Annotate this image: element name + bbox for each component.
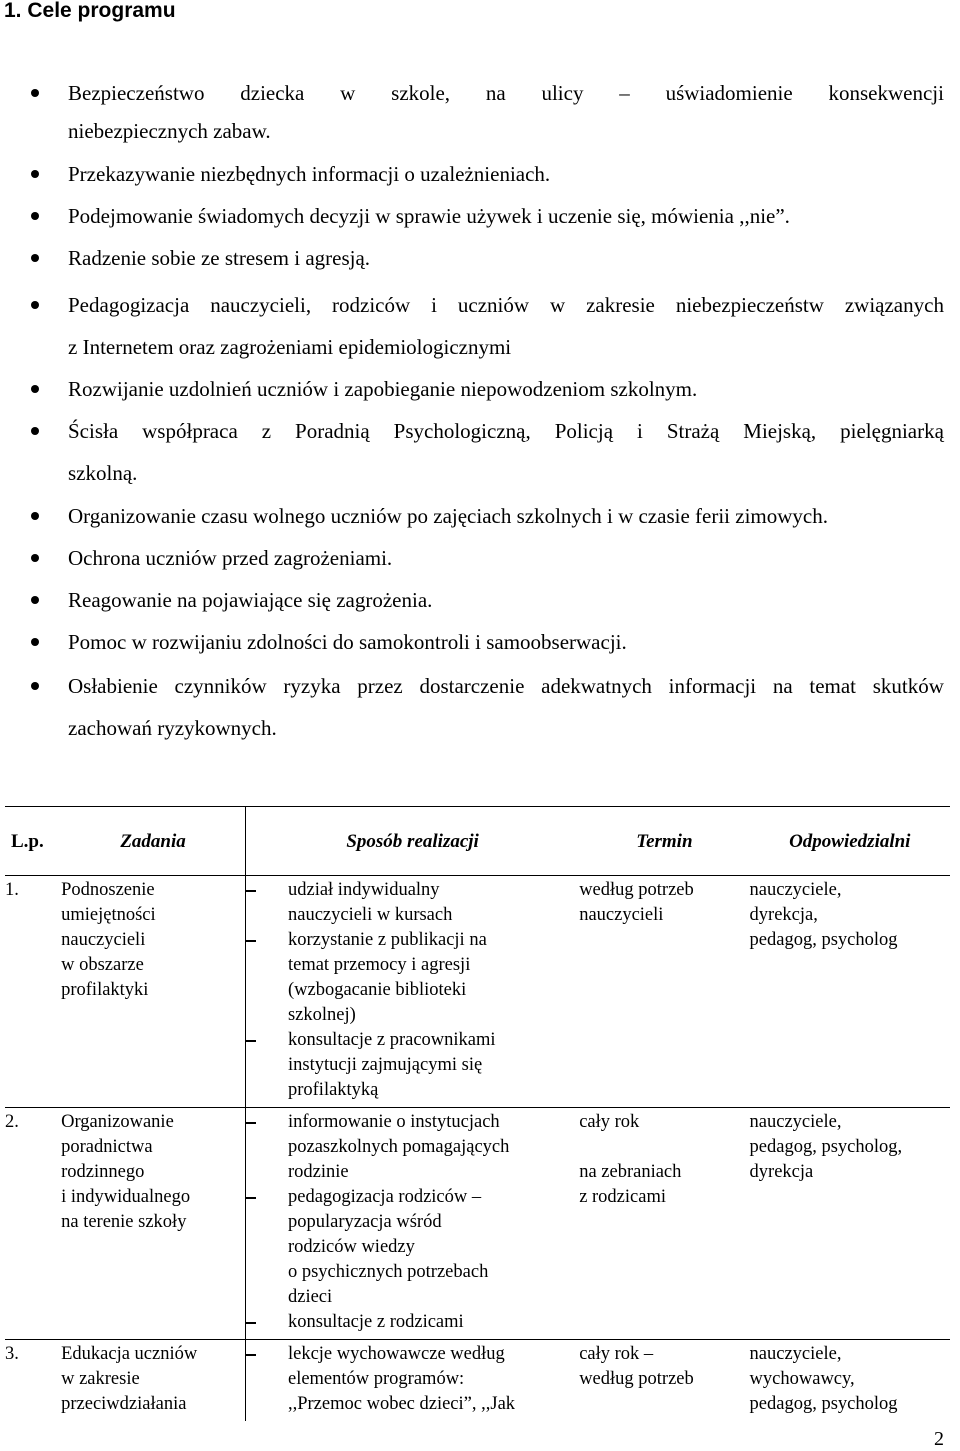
- row-number: 2.: [5, 1108, 61, 1340]
- term-cell: [579, 1340, 749, 1422]
- goal-word: informacji: [668, 674, 757, 698]
- task-cell: [61, 1340, 245, 1422]
- goal-item: Podejmowanie świadomych decyzji w sprawie używek i uczenie się, mówienia ,,nie”.: [68, 204, 790, 228]
- goal-item-continuation: niebezpiecznych zabaw.: [68, 119, 271, 143]
- header-lp: L.p.: [5, 807, 61, 876]
- way-line: dzieci: [287, 1287, 333, 1307]
- bullet-icon: [31, 682, 39, 690]
- goal-word: ryzyka: [283, 674, 341, 698]
- way-line: (wzbogacanie biblioteki: [287, 980, 467, 1000]
- bullet-icon: [31, 638, 39, 646]
- goal-word: Poradnią: [295, 419, 370, 443]
- bullet-icon: [31, 596, 39, 604]
- way-line: udział indywidualny: [287, 880, 440, 900]
- goal-word: Ścisła: [68, 419, 119, 443]
- table-row: [5, 1340, 950, 1422]
- goal-word: dostarczenie: [419, 674, 525, 698]
- task-line: Organizowanie: [61, 1112, 174, 1132]
- way-line: o psychicznych potrzebach: [287, 1262, 489, 1282]
- goal-word: –: [619, 81, 630, 105]
- goal-item: Rozwijanie uzdolnień uczniów i zapobieganie niepowodzeniom szkolnym.: [68, 377, 698, 401]
- goal-word: w: [340, 81, 356, 105]
- responsible-cell: [750, 1340, 950, 1422]
- responsible-line: pedagog, psycholog,: [749, 1137, 903, 1157]
- task-line: poradnictwa: [61, 1137, 153, 1157]
- goal-item-continuation: szkolną.: [68, 461, 138, 485]
- term-line: cały rok: [579, 1112, 640, 1132]
- goal-word: ulicy: [541, 81, 584, 105]
- way-line: temat przemocy i agresji: [287, 955, 471, 975]
- goal-word: w: [549, 293, 566, 317]
- way-line: informowanie o instytucjach: [287, 1112, 500, 1132]
- goal-item: [68, 673, 944, 699]
- goal-word: na: [485, 81, 506, 105]
- goal-item: Radzenie sobie ze stresem i agresją.: [68, 246, 371, 270]
- goal-word: temat: [809, 674, 857, 698]
- goal-word: Strażą: [666, 419, 720, 443]
- goal-word: adekwatnych: [541, 674, 652, 698]
- way-line: ,,Przemoc wobec dzieci”, ,,Jak: [287, 1394, 516, 1414]
- way-item: [246, 1028, 579, 1103]
- way-item: [246, 1342, 579, 1417]
- bullet-icon: [31, 170, 39, 178]
- responsible-line: dyrekcja,: [749, 905, 818, 925]
- goal-item: [68, 292, 944, 318]
- responsible-line: nauczyciele,: [749, 1112, 842, 1132]
- term-line: nauczycieli: [579, 905, 664, 925]
- task-line: nauczycieli: [61, 930, 146, 950]
- goal-item: [68, 80, 944, 106]
- task-line: profilaktyki: [61, 980, 149, 1000]
- way-line: lekcje wychowawcze według: [287, 1344, 505, 1364]
- bullet-icon: [31, 512, 39, 520]
- goal-word: nauczycieli,: [210, 293, 312, 317]
- goal-word: uświadomienie: [665, 81, 793, 105]
- responsible-line: wychowawcy,: [749, 1369, 855, 1389]
- goal-word: czynników: [174, 674, 267, 698]
- responsible-line: pedagog, psycholog: [749, 1394, 898, 1414]
- way-item: [246, 928, 579, 1028]
- goal-item: Ochrona uczniów przed zagrożeniami.: [68, 546, 393, 570]
- term-line: na zebraniach: [579, 1162, 682, 1182]
- header-ways: Sposób realizacji: [245, 807, 579, 876]
- way-line: profilaktyką: [287, 1080, 379, 1100]
- ways-cell: [245, 1108, 579, 1340]
- task-line: rodzinnego: [61, 1162, 145, 1182]
- ways-cell: [245, 1340, 579, 1422]
- goal-word: uczniów: [457, 293, 530, 317]
- task-cell: [61, 876, 245, 1108]
- goal-item: Organizowanie czasu wolnego uczniów po zajęciach szkolnych i w czasie ferii zimowych.: [68, 504, 828, 528]
- responsible-line: nauczyciele,: [749, 880, 842, 900]
- way-line: szkolnej): [287, 1005, 356, 1025]
- way-item: [246, 1185, 579, 1310]
- table-row: [5, 876, 950, 1108]
- goal-word: Psychologiczną,: [393, 419, 531, 443]
- term-cell: [579, 1108, 749, 1340]
- goal-word: i: [637, 419, 643, 443]
- tasks-table: [5, 806, 950, 1421]
- goal-word: rodziców: [332, 293, 411, 317]
- bullet-icon: [31, 212, 39, 220]
- header-tasks: Zadania: [61, 807, 245, 876]
- bullet-icon: [31, 254, 39, 262]
- responsible-line: nauczyciele,: [749, 1344, 842, 1364]
- goal-word: niebezpieczeństw: [675, 293, 824, 317]
- way-line: pozaszkolnych pomagających: [287, 1137, 510, 1157]
- goal-word: konsekwencji: [828, 81, 944, 105]
- task-cell: [61, 1108, 245, 1340]
- goal-word: przez: [357, 674, 403, 698]
- goal-word: Policją: [554, 419, 614, 443]
- bullet-icon: [31, 554, 39, 562]
- page-number: 2: [934, 1428, 944, 1450]
- goal-word: z: [261, 419, 272, 443]
- way-line: pedagogizacja rodziców –: [287, 1187, 482, 1207]
- task-line: na terenie szkoły: [61, 1212, 187, 1232]
- goal-item: [68, 418, 944, 444]
- task-line: Podnoszenie: [61, 880, 155, 900]
- goal-word: zakresie: [586, 293, 655, 317]
- bullet-icon: [31, 427, 39, 435]
- goal-item: Reagowanie na pojawiające się zagrożenia.: [68, 588, 433, 612]
- bullet-icon: [31, 301, 39, 309]
- goal-word: Bezpieczeństwo: [68, 81, 205, 105]
- way-line: konsultacje z pracownikami: [287, 1030, 496, 1050]
- goal-word: pielęgniarką: [840, 419, 944, 443]
- row-number: 3.: [5, 1344, 19, 1364]
- header-term: Termin: [579, 807, 749, 876]
- bullet-icon: [31, 89, 39, 97]
- ways-cell: [245, 876, 579, 1108]
- term-cell: [579, 876, 749, 1108]
- way-item: [246, 878, 579, 928]
- row-number: 1.: [5, 876, 61, 1108]
- way-line: korzystanie z publikacji na: [287, 930, 487, 950]
- way-line: nauczycieli w kursach: [287, 905, 453, 925]
- goal-word: Osłabienie: [68, 674, 158, 698]
- way-item: [246, 1310, 579, 1335]
- way-line: konsultacje z rodzicami: [287, 1312, 464, 1332]
- responsible-line: pedagog, psycholog: [749, 930, 898, 950]
- goal-word: współpraca: [142, 419, 238, 443]
- goal-item: Przekazywanie niezbędnych informacji o uzależnieniach.: [68, 162, 551, 186]
- task-line: Edukacja uczniów: [61, 1344, 198, 1364]
- goal-word: szkole,: [391, 81, 451, 105]
- responsible-line: dyrekcja: [749, 1162, 814, 1182]
- way-line: rodzinie: [287, 1162, 349, 1182]
- way-line: rodziców wiedzy: [287, 1237, 415, 1257]
- header-responsible: Odpowiedzialni: [750, 807, 950, 876]
- task-line: w zakresie: [61, 1369, 140, 1389]
- term-line: według potrzeb: [579, 1369, 694, 1389]
- term-line: [579, 1135, 749, 1160]
- responsible-cell: [750, 1108, 950, 1340]
- term-line: według potrzeb: [579, 880, 694, 900]
- goal-item-continuation: z Internetem oraz zagrożeniami epidemiologicznymi: [68, 335, 512, 359]
- goal-word: na: [772, 674, 793, 698]
- goal-word: Pedagogizacja: [68, 293, 190, 317]
- term-line: cały rok –: [579, 1344, 654, 1364]
- way-line: elementów programów:: [287, 1369, 465, 1389]
- goal-word: związanych: [844, 293, 944, 317]
- goal-word: Miejską,: [743, 419, 817, 443]
- goal-item-continuation: zachowań ryzykownych.: [68, 716, 277, 740]
- term-line: z rodzicami: [579, 1187, 666, 1207]
- task-line: w obszarze: [61, 955, 144, 975]
- task-line: przeciwdziałania: [61, 1394, 187, 1414]
- way-item: [246, 1110, 579, 1185]
- section-heading: 1. Cele programu: [4, 0, 176, 22]
- table-body: [5, 876, 950, 1422]
- bullet-icon: [31, 385, 39, 393]
- table-row: [5, 1108, 950, 1340]
- goal-word: i: [431, 293, 437, 317]
- way-line: popularyzacja wśród: [287, 1212, 442, 1232]
- goal-word: dziecka: [240, 81, 305, 105]
- goal-word: skutków: [872, 674, 944, 698]
- task-line: i indywidualnego: [61, 1187, 191, 1207]
- table-header-row: [5, 807, 950, 876]
- responsible-cell: [750, 876, 950, 1108]
- goal-item: Pomoc w rozwijaniu zdolności do samokontroli i samoobserwacji.: [68, 630, 627, 654]
- task-line: umiejętności: [61, 905, 156, 925]
- way-line: instytucji zajmującymi się: [287, 1055, 483, 1075]
